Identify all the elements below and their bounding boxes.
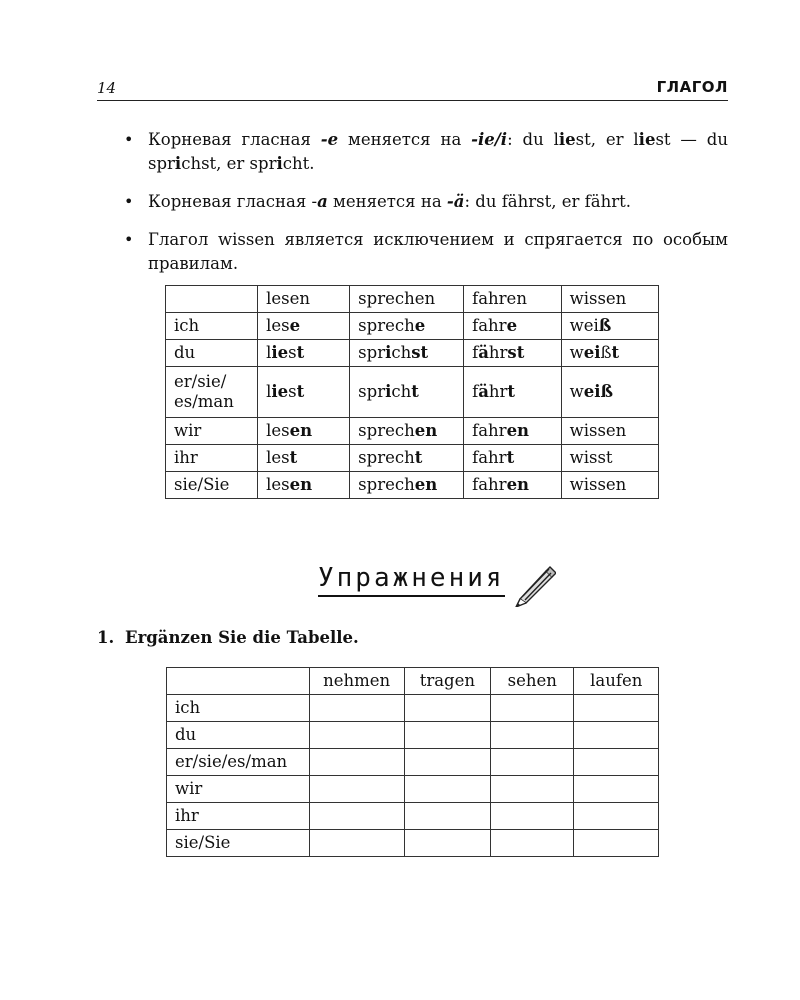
section-title-text: Упражнения: [318, 563, 505, 597]
pencil-icon: [512, 563, 556, 607]
person-cell: sie/Sie: [166, 472, 258, 499]
person-cell: du: [166, 340, 258, 367]
exercise-table: [166, 667, 659, 857]
verb-header: laufen: [574, 668, 659, 695]
verb-form-cell: wisst: [561, 445, 658, 472]
verb-form-cell: lesen: [258, 418, 350, 445]
table-row: [167, 776, 659, 803]
verb-header: sprechen: [350, 286, 464, 313]
verb-form-cell: liest: [258, 340, 350, 367]
person-cell: sie/Sie: [167, 830, 310, 857]
person-cell: ihr: [167, 803, 310, 830]
chapter-title: ГЛАГОЛ: [656, 78, 728, 96]
verb-form-cell: fahre: [464, 313, 561, 340]
answer-cell[interactable]: [491, 803, 574, 830]
verb-form-cell: liest: [258, 367, 350, 418]
exercise-number: 1.: [97, 628, 115, 647]
table-row: [166, 340, 659, 367]
answer-cell[interactable]: [574, 695, 659, 722]
page-header: [97, 78, 728, 101]
section-title: [318, 563, 505, 597]
verb-form-cell: fahrt: [464, 445, 561, 472]
verb-header: lesen: [258, 286, 350, 313]
verb-form-cell: weißt: [561, 340, 658, 367]
answer-cell[interactable]: [404, 722, 491, 749]
answer-cell[interactable]: [309, 695, 404, 722]
answer-cell[interactable]: [404, 695, 491, 722]
verb-form-cell: lest: [258, 445, 350, 472]
person-cell: ich: [167, 695, 310, 722]
verb-form-cell: fahren: [464, 418, 561, 445]
verb-header: nehmen: [309, 668, 404, 695]
rule-item: • Корневая гласная -a меняется на -ä: du fährst, er fährt.: [97, 190, 728, 214]
answer-cell[interactable]: [404, 749, 491, 776]
verb-form-cell: wissen: [561, 472, 658, 499]
answer-cell[interactable]: [574, 803, 659, 830]
verb-form-cell: sprechen: [350, 472, 464, 499]
verb-form-cell: fährt: [464, 367, 561, 418]
table-row: [167, 830, 659, 857]
verb-header: fahren: [464, 286, 561, 313]
verb-form-cell: sprechen: [350, 418, 464, 445]
answer-cell[interactable]: [491, 749, 574, 776]
person-cell: du: [167, 722, 310, 749]
person-cell: ich: [166, 313, 258, 340]
rule-item: • Корневая гласная -e меняется на -ie/i: du liest, er liest — du sprichst, er spricht.: [97, 128, 728, 176]
corner-cell: [166, 286, 258, 313]
person-cell: ihr: [166, 445, 258, 472]
verb-form-cell: lesen: [258, 472, 350, 499]
table-row: [166, 367, 659, 418]
verb-form-cell: fährst: [464, 340, 561, 367]
answer-cell[interactable]: [574, 749, 659, 776]
person-cell: er/sie/ es/man: [166, 367, 258, 418]
table-row: [167, 695, 659, 722]
answer-cell[interactable]: [309, 803, 404, 830]
person-cell: wir: [166, 418, 258, 445]
answer-cell[interactable]: [309, 722, 404, 749]
rule-item: • Глагол wissen является исключением и спрягается по особым правилам.: [97, 228, 728, 276]
grammar-rules-list: [97, 128, 728, 290]
answer-cell[interactable]: [404, 776, 491, 803]
answer-cell[interactable]: [404, 803, 491, 830]
answer-cell[interactable]: [309, 830, 404, 857]
table-header-row: [166, 286, 659, 313]
answer-cell[interactable]: [491, 695, 574, 722]
person-cell: er/sie/es/man: [167, 749, 310, 776]
verb-form-cell: lese: [258, 313, 350, 340]
table-row: [166, 445, 659, 472]
table-row: [166, 472, 659, 499]
table-header-row: [167, 668, 659, 695]
verb-form-cell: sprichst: [350, 340, 464, 367]
table-row: [166, 313, 659, 340]
verb-form-cell: fahren: [464, 472, 561, 499]
exercise-instruction: Ergänzen Sie die Tabelle.: [125, 628, 359, 647]
verb-form-cell: spricht: [350, 367, 464, 418]
exercise-heading: [97, 628, 359, 647]
answer-cell[interactable]: [491, 830, 574, 857]
answer-cell[interactable]: [309, 776, 404, 803]
answer-cell[interactable]: [574, 830, 659, 857]
answer-cell[interactable]: [491, 776, 574, 803]
verb-form-cell: weiß: [561, 313, 658, 340]
page-number: 14: [97, 79, 117, 97]
corner-cell: [167, 668, 310, 695]
verb-header: wissen: [561, 286, 658, 313]
table-row: [166, 418, 659, 445]
answer-cell[interactable]: [574, 776, 659, 803]
table-row: [167, 722, 659, 749]
table-row: [167, 749, 659, 776]
verb-form-cell: wissen: [561, 418, 658, 445]
answer-cell[interactable]: [404, 830, 491, 857]
answer-cell[interactable]: [574, 722, 659, 749]
verb-header: sehen: [491, 668, 574, 695]
table-row: [167, 803, 659, 830]
answer-cell[interactable]: [309, 749, 404, 776]
answer-cell[interactable]: [491, 722, 574, 749]
conjugation-table: [165, 285, 659, 499]
verb-header: tragen: [404, 668, 491, 695]
verb-form-cell: spreche: [350, 313, 464, 340]
person-cell: wir: [167, 776, 310, 803]
verb-form-cell: sprecht: [350, 445, 464, 472]
verb-form-cell: weiß: [561, 367, 658, 418]
